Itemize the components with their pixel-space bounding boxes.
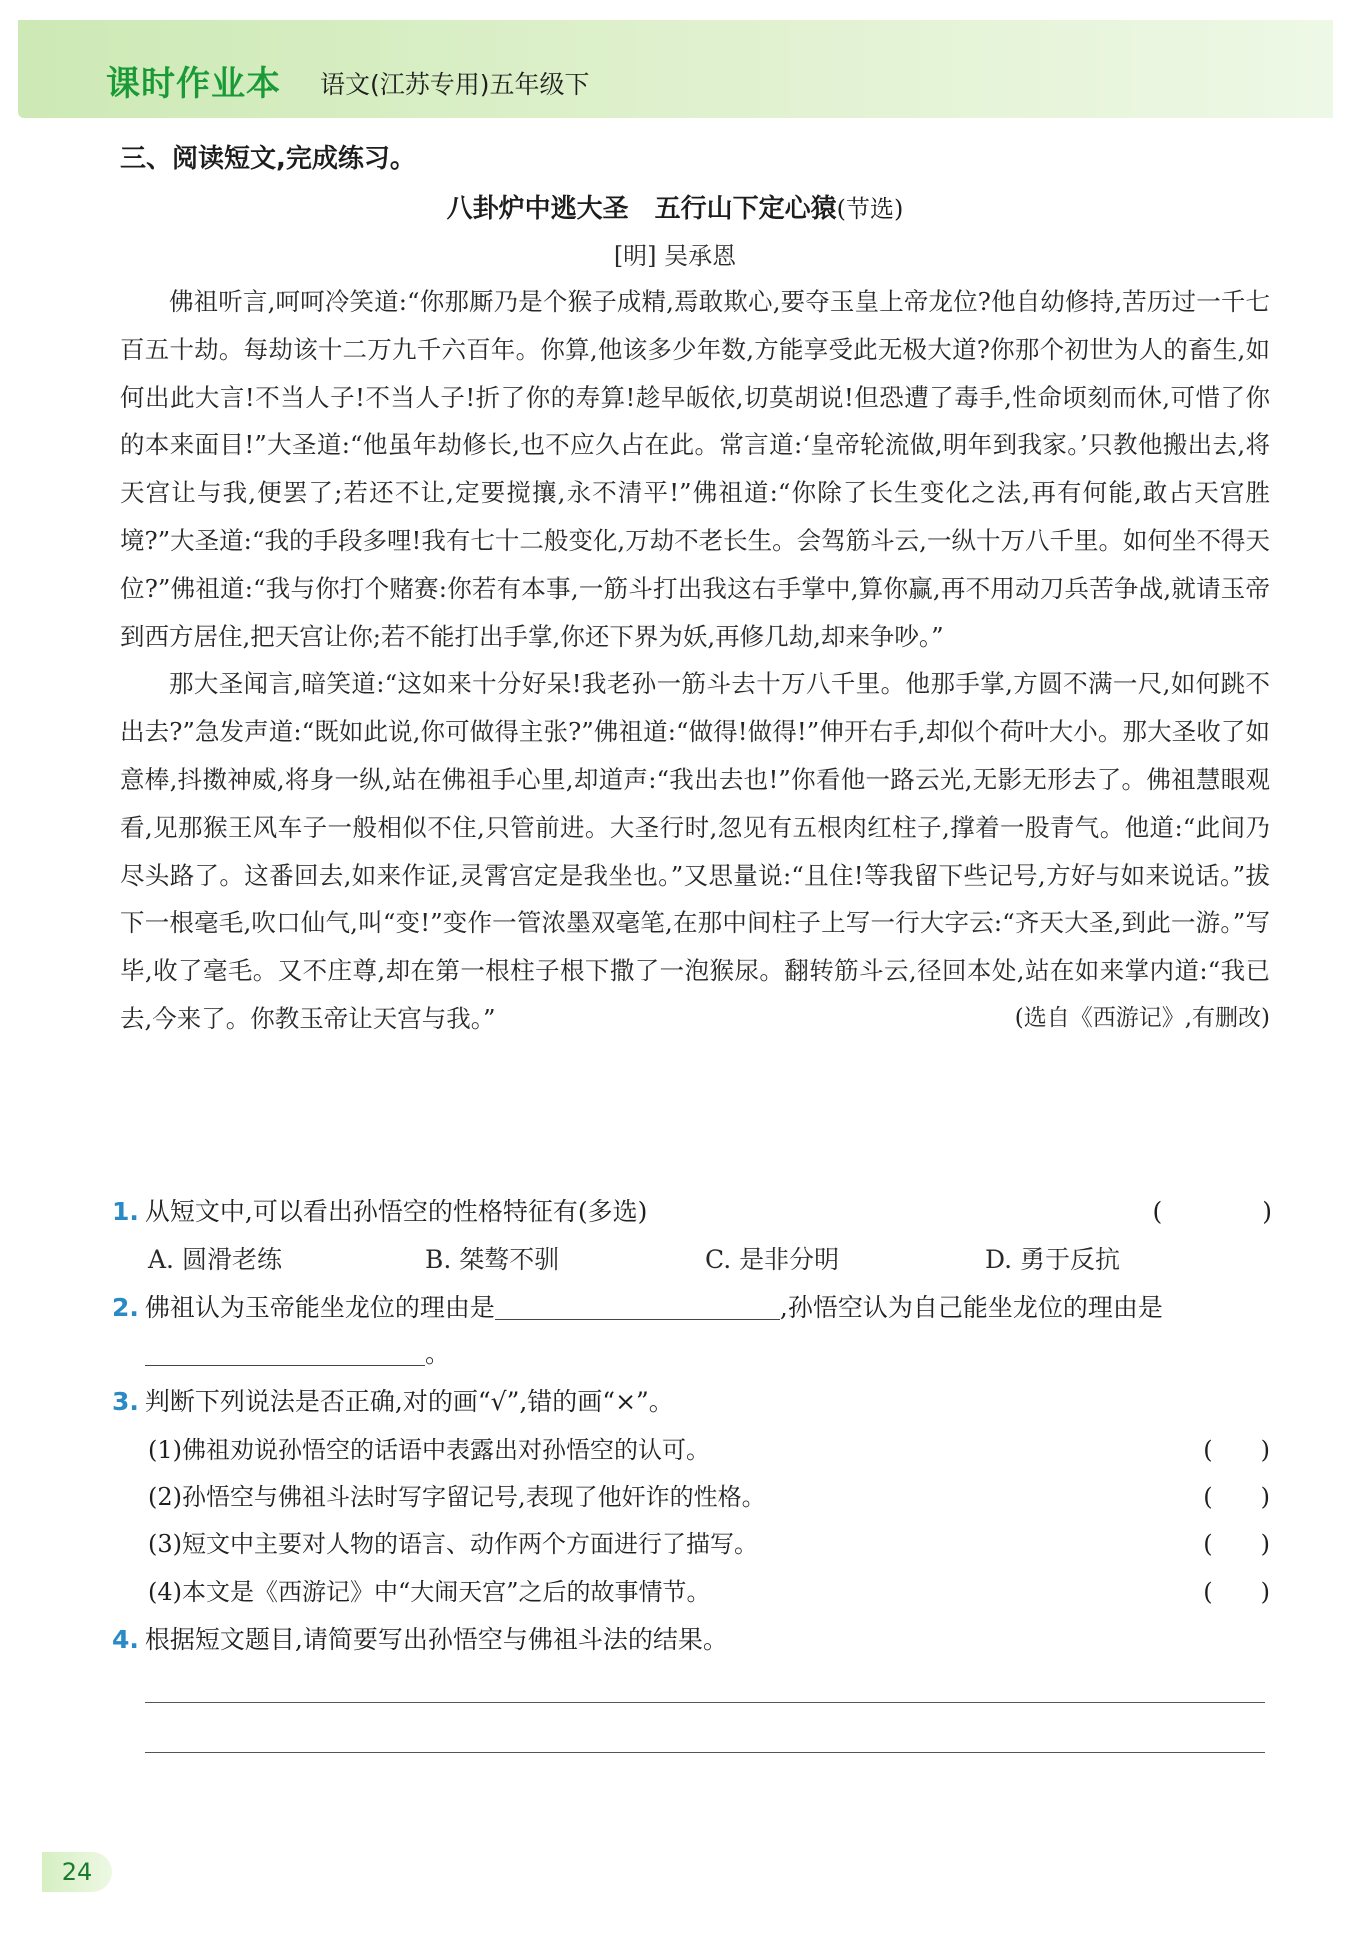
item-2-text: (2)孙悟空与佛祖斗法时写字留记号,表现了他奸诈的性格。 xyxy=(148,1483,766,1511)
item-1-text: (1)佛祖劝说孙悟空的话语中表露出对孙悟空的认可。 xyxy=(148,1436,710,1464)
passage-body xyxy=(120,278,1270,1043)
question-3-number: 3. xyxy=(112,1387,139,1416)
question-1-text: 从短文中,可以看出孙悟空的性格特征有(多选) xyxy=(144,1197,648,1226)
item-2-answer-paren[interactable]: ( ) xyxy=(1203,1483,1270,1511)
question-3-text: 判断下列说法是否正确,对的画“√”,错的画“×”。 xyxy=(144,1387,674,1416)
question-4 xyxy=(112,1620,1272,1656)
item-3-text: (3)短文中主要对人物的语言、动作两个方面进行了描写。 xyxy=(148,1530,758,1558)
paragraph-2 xyxy=(120,660,1270,1042)
question-2 xyxy=(112,1288,1272,1324)
question-4-number: 4. xyxy=(112,1625,139,1654)
section-heading: 三、阅读短文,完成练习。 xyxy=(120,144,416,174)
item-1-answer-paren[interactable]: ( ) xyxy=(1203,1436,1270,1464)
option-b: B. 桀骜不驯 xyxy=(425,1245,560,1274)
passage-author: [明] 吴承恩 xyxy=(613,242,737,270)
paragraph-2-text: 那大圣闻言,暗笑道:“这如来十分好呆!我老孙一筋斗去十万八千里。他那手掌,方圆不满一尺,如何跳不出去?”急发声道:“既如此说,你可做得主张?”佛祖道:“做得!做得!”伸开右手,却似个荷叶大小。那大圣收了如意棒,抖擞神威,将身一纵,站在佛祖手心里,却道声:“我出去也!”你看他一路云光,无影无形去了。佛祖慧眼观看,见那猴王风车子一般相似不住,只管前进。大圣行时,忽见有五根肉红柱子,撑着一股青气。他道:“此间乃尽头路了。这番回去,如来作证,灵霄宫定是我坐也。”又思量说:“且住!等我留下些记号,方好与如来说话。”拔下一根毫毛,吹口仙气,叫“变!”变作一管浓墨双毫笔,在那中间柱子上写一行大字云:“齐天大圣,到此一游。”写毕,收了毫毛。又不庄尊,却在第一根柱子根下撒了一泡猴尿。翻转筋斗云,径回本处,站在如来掌内道:“我已去,今来了。你教玉帝让天宫与我。” xyxy=(120,669,1270,1033)
question-4-text: 根据短文题目,请简要写出孙悟空与佛祖斗法的结果。 xyxy=(144,1625,728,1654)
brand-title: 课时作业本 xyxy=(106,64,281,104)
question-3-item-3 xyxy=(148,1524,1270,1559)
question-2-text-b: ,孙悟空认为自己能坐龙位的理由是 xyxy=(779,1293,1163,1322)
page-number: 24 xyxy=(42,1852,112,1892)
question-1-number: 1. xyxy=(112,1197,139,1226)
answer-line-2[interactable] xyxy=(145,1752,1265,1753)
option-d: D. 勇于反抗 xyxy=(985,1245,1121,1274)
question-3-item-1 xyxy=(148,1430,1270,1465)
option-a: A. 圆滑老练 xyxy=(148,1245,282,1274)
question-3-item-4 xyxy=(148,1572,1270,1607)
question-2-text-a: 佛祖认为玉帝能坐龙位的理由是 xyxy=(144,1293,495,1322)
passage-title xyxy=(0,188,1350,225)
subject-title: 语文(江苏专用)五年级下 xyxy=(320,70,590,99)
question-2-end: 。 xyxy=(425,1339,451,1368)
question-2-number: 2. xyxy=(112,1293,139,1322)
answer-blank-2[interactable] xyxy=(145,1337,425,1366)
question-1-answer-paren[interactable]: ( ) xyxy=(1152,1197,1272,1226)
question-3-item-2 xyxy=(148,1477,1270,1512)
passage-source: (选自《西游记》,有删改) xyxy=(1014,1004,1270,1031)
passage-title-text: 八卦炉中逃大圣 五行山下定心猿 xyxy=(446,194,837,224)
item-4-text: (4)本文是《西游记》中“大闹天宫”之后的故事情节。 xyxy=(148,1578,711,1606)
paragraph-1: 佛祖听言,呵呵冷笑道:“你那厮乃是个猴子成精,焉敢欺心,要夺玉皇上帝龙位?他自幼修持,苦历过一千七百五十劫。每劫该十二万九千六百年。你算,他该多少年数,方能享受此无极大道?你那个初世为人的畜生,如何出此大言!不当人子!不当人子!折了你的寿算!趁早皈依,切莫胡说!但恐遭了毒手,性命顷刻而休,可惜了你的本来面目!”大圣道:“他虽年劫修长,也不应久占在此。常言道:‘皇帝轮流做,明年到我家。’只教他搬出去,将天宫让与我,便罢了;若还不让,定要搅攘,永不清平!”佛祖道:“你除了长生变化之法,再有何能,敢占天宫胜境?”大圣道:“我的手段多哩!我有七十二般变化,万劫不老长生。会驾筋斗云,一纵十万八千里。如何坐不得天位?”佛祖道:“我与你打个赌赛:你若有本事,一筋斗打出我这右手掌中,算你赢,再不用动刀兵苦争战,就请玉帝到西方居住,把天宫让你;若不能打出手掌,你还下界为妖,再修几劫,却来争吵。” xyxy=(120,287,1270,651)
item-3-answer-paren[interactable]: ( ) xyxy=(1203,1530,1270,1558)
answer-line-1[interactable] xyxy=(145,1702,1265,1703)
option-c: C. 是非分明 xyxy=(705,1245,840,1274)
question-2-line-2 xyxy=(145,1334,1305,1370)
answer-blank-1[interactable] xyxy=(495,1291,780,1320)
item-4-answer-paren[interactable]: ( ) xyxy=(1203,1578,1270,1606)
question-1 xyxy=(112,1192,1272,1228)
passage-title-note: (节选) xyxy=(836,195,904,223)
question-3 xyxy=(112,1382,1272,1418)
